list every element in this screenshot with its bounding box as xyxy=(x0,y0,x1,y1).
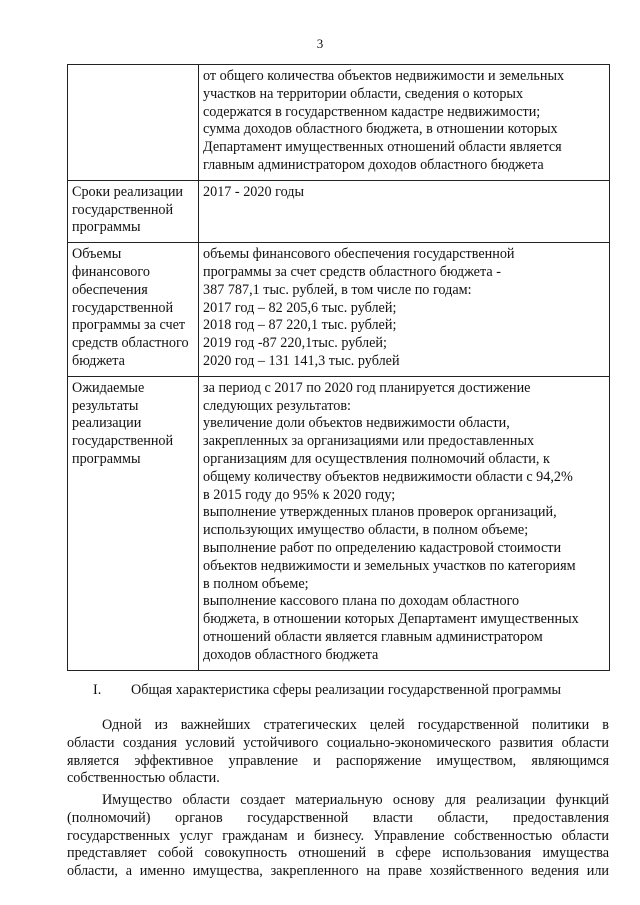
paragraph-line: государственных услуг гражданам и бизнесу. Управление собственностью области xyxy=(67,827,609,844)
row-label-line: Объемы xyxy=(72,246,122,263)
row-value-line: использующих имущество области, в полном объеме; xyxy=(203,522,529,539)
row-value-line: в полном объеме; xyxy=(203,575,309,592)
row-value-line: объемы финансового обеспечения государственной xyxy=(203,246,515,263)
paragraph-line: (полномочий) органов государственной власти области, предоставления xyxy=(67,809,609,826)
row-label-line: программы xyxy=(72,219,141,236)
row-value-line: бюджета, в отношении которых Департамент имущественных xyxy=(203,611,579,628)
row-label-line: государственной xyxy=(72,201,174,218)
row-label-line: обеспечения xyxy=(72,281,148,298)
section-title: Общая характеристика сферы реализации государственной программы xyxy=(131,682,562,698)
row-label-line: средств областного xyxy=(72,335,189,352)
row-value-line: программы за счет средств областного бюджета - xyxy=(203,263,501,280)
section-number: I. xyxy=(93,682,102,698)
row-label-line: финансового xyxy=(72,263,150,280)
row-value-line: общему количеству объектов недвижимости области с 94,2% xyxy=(203,468,573,485)
paragraph-line: Имущество области создает материальную основу для реализации функций xyxy=(102,792,609,808)
row-label-line: Ожидаемые xyxy=(72,379,145,396)
row-label-line: бюджета xyxy=(72,352,125,369)
row-value-line: 2017 - 2020 годы xyxy=(203,183,305,200)
row-label-cell xyxy=(68,180,199,242)
row-label-cell xyxy=(68,243,199,377)
row-value-cell xyxy=(199,243,610,377)
row-value-line: следующих результатов: xyxy=(203,397,351,414)
paragraph-line: области создания условий устойчивого социально-экономического развития области xyxy=(67,734,609,751)
row-value-line: 2018 год – 87 220,1 тыс. рублей; xyxy=(203,317,397,334)
row-value-line: 2017 год – 82 205,6 тыс. рублей; xyxy=(203,299,397,316)
row-value-line: 387 787,1 тыс. рублей, в том числе по годам: xyxy=(203,281,472,298)
row-value-line: от общего количества объектов недвижимости и земельных xyxy=(203,68,565,84)
table-row xyxy=(68,376,610,670)
row-value-line: 2019 год -87 220,1тыс. рублей; xyxy=(203,335,387,352)
table-row xyxy=(68,65,610,181)
row-value-line: Департамент имущественных отношений области является xyxy=(203,139,562,156)
page-number: 3 xyxy=(316,36,324,51)
paragraph-2 xyxy=(67,792,609,881)
paragraph-line: области, а именно имущества, закрепленного на праве хозяйственного ведения или xyxy=(67,863,609,880)
row-value-cell xyxy=(199,65,610,181)
row-value-line: сумма доходов областного бюджета, в отношении которых xyxy=(203,121,558,138)
table-row xyxy=(68,180,610,242)
row-value-line: увеличение доли объектов недвижимости области, xyxy=(203,415,510,432)
row-value-line: организациям для осуществления полномочий области, к xyxy=(203,450,550,467)
row-value-line: отношений области является главным администратором xyxy=(203,628,543,645)
table-row xyxy=(68,243,610,377)
row-value-line: в 2015 году до 95% к 2020 году; xyxy=(203,486,396,503)
row-label-line: программы за счет xyxy=(72,317,186,334)
paragraph-1 xyxy=(67,717,609,788)
row-value-line: содержатся в государственном кадастре недвижимости; xyxy=(203,103,541,120)
row-label-line: результаты xyxy=(72,397,139,414)
row-value-line: закрепленных за организациями или предоставленных xyxy=(203,433,535,450)
row-value-line: выполнение кассового плана по доходам областного xyxy=(203,593,520,610)
row-label-line: программы xyxy=(72,450,141,467)
row-value-line: выполнение работ по определению кадастровой стоимости xyxy=(203,539,562,556)
row-label-cell xyxy=(68,376,199,670)
row-label-line: Сроки реализации xyxy=(72,183,184,200)
paragraph-line: является эффективное управление и распоряжение имуществом, являющимся xyxy=(67,752,609,769)
row-value-line: главным администратором доходов областного бюджета xyxy=(203,156,544,173)
row-value-cell xyxy=(199,180,610,242)
row-value-line: доходов областного бюджета xyxy=(203,646,379,663)
paragraph-line: представляет собой совокупность отношений в сфере использования имущества xyxy=(67,845,609,862)
row-value-line: объектов недвижимости и земельных участков по категориям xyxy=(203,557,576,574)
section-heading xyxy=(93,681,561,699)
row-label-line: государственной xyxy=(72,299,174,316)
row-value-line: за период с 2017 по 2020 год планируется достижение xyxy=(203,379,531,396)
row-value-line: выполнение утвержденных планов проверок организаций, xyxy=(203,504,557,521)
row-value-cell xyxy=(199,376,610,670)
paragraph-line: Одной из важнейших стратегических целей государственной политики в xyxy=(102,717,609,733)
row-value-line: участков на территории области, сведения о которых xyxy=(203,85,524,102)
program-passport-table xyxy=(67,64,610,671)
row-label-line: реализации xyxy=(72,415,142,432)
row-label-cell xyxy=(68,65,199,181)
row-label-line: государственной xyxy=(72,433,174,450)
paragraph-line: собственностью области. xyxy=(67,770,220,787)
row-value-line: 2020 год – 131 141,3 тыс. рублей xyxy=(203,352,400,369)
